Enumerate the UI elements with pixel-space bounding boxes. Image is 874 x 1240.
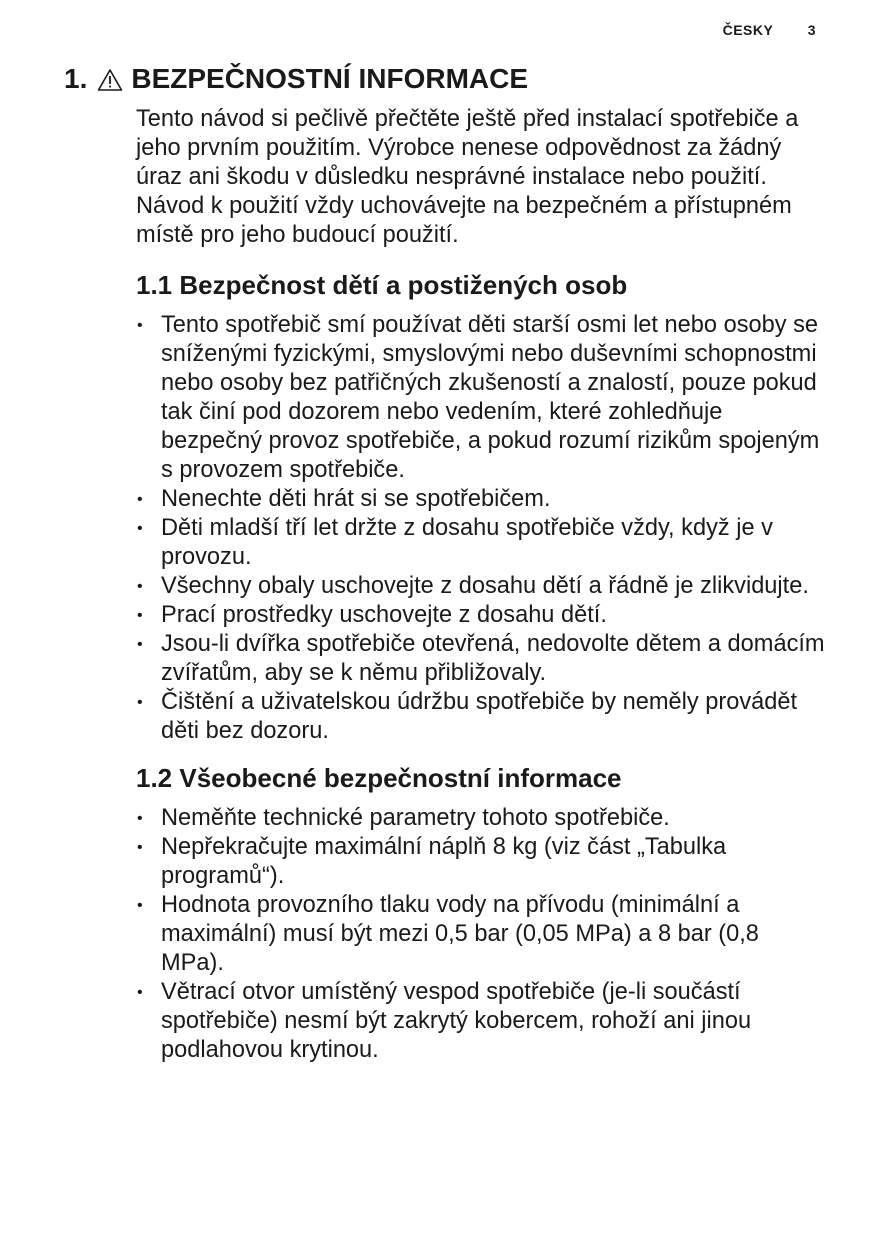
list-item: • Tento spotřebič smí používat děti starší osmi let nebo osoby se sníženými fyzickými, smyslovými nebo duševními schopnostmi nebo osoby bez patřičných zkušeností a znalostí, pouze pokud tak činí pod dozorem nebo vedením, které zohledňuje bezpečný provoz spotřebiče, a pokud rozumí rizikům spojeným s provozem spotřebiče. <box>137 312 820 483</box>
page-number: 3 <box>807 22 816 38</box>
warning-triangle-icon <box>97 67 123 91</box>
bullet-icon: • <box>137 897 143 914</box>
bullet-icon: • <box>137 317 143 334</box>
section-1-1-list <box>136 311 826 746</box>
chapter-heading-text: BEZPEČNOSTNÍ INFORMACE <box>131 63 529 94</box>
bullet-icon: • <box>137 839 143 856</box>
list-item: • Všechny obaly uschovejte z dosahu dětí a řádně je zlikvidujte. <box>137 573 809 599</box>
list-item: • Prací prostředky uschovejte z dosahu dětí. <box>137 602 607 628</box>
bullet-icon: • <box>137 491 143 508</box>
list-item: • Děti mladší tří let držte z dosahu spotřebiče vždy, když je v provozu. <box>137 515 773 570</box>
bullet-icon: • <box>137 810 143 827</box>
bullet-icon: • <box>137 578 143 595</box>
document-body <box>136 105 826 1065</box>
language-label: ČESKY <box>722 22 774 38</box>
list-item: • Čištění a uživatelskou údržbu spotřebiče by neměly provádět děti bez dozoru. <box>137 689 798 744</box>
section-1-2-list <box>136 804 826 1065</box>
list-item: • Hodnota provozního tlaku vody na přívodu (minimální a maximální) musí být mezi 0,5 bar (0,05 MPa) a 8 bar (0,8 MPa). <box>137 892 759 976</box>
chapter-number: 1. <box>64 63 88 94</box>
bullet-icon: • <box>137 636 143 653</box>
bullet-icon: • <box>137 694 143 711</box>
list-item: • Jsou-li dvířka spotřebiče otevřená, nedovolte dětem a domácím zvířatům, aby se k němu přibližovaly. <box>137 631 825 686</box>
bullet-icon: • <box>137 607 143 624</box>
chapter-title <box>64 63 528 95</box>
running-header <box>723 22 816 38</box>
list-item: • Neměňte technické parametry tohoto spotřebiče. <box>137 805 670 831</box>
list-item: • Větrací otvor umístěný vespod spotřebiče (je-li součástí spotřebiče) nesmí být zakrytý kobercem, rohoží ani jinou podlahovou krytinou. <box>137 979 752 1063</box>
bullet-icon: • <box>137 520 143 537</box>
intro-paragraph: Tento návod si pečlivě přečtěte ještě před instalací spotřebiče a jeho prvním použitím. Výrobce nenese odpovědnost za žádný úraz ani škodu v důsledku nesprávné instalace nebo použití. Návod k použití vždy uchovávejte na bezpečném a přístupném místě pro jeho budoucí použití. <box>136 106 799 248</box>
list-item: • Nepřekračujte maximální náplň 8 kg (viz část „Tabulka programů“). <box>137 834 727 889</box>
list-item: • Nenechte děti hrát si se spotřebičem. <box>137 486 551 512</box>
section-1-1-title: 1.1 Bezpečnost dětí a postižených osob <box>136 270 628 300</box>
section-1-2-title: 1.2 Všeobecné bezpečnostní informace <box>136 763 622 793</box>
bullet-icon: • <box>137 984 143 1001</box>
